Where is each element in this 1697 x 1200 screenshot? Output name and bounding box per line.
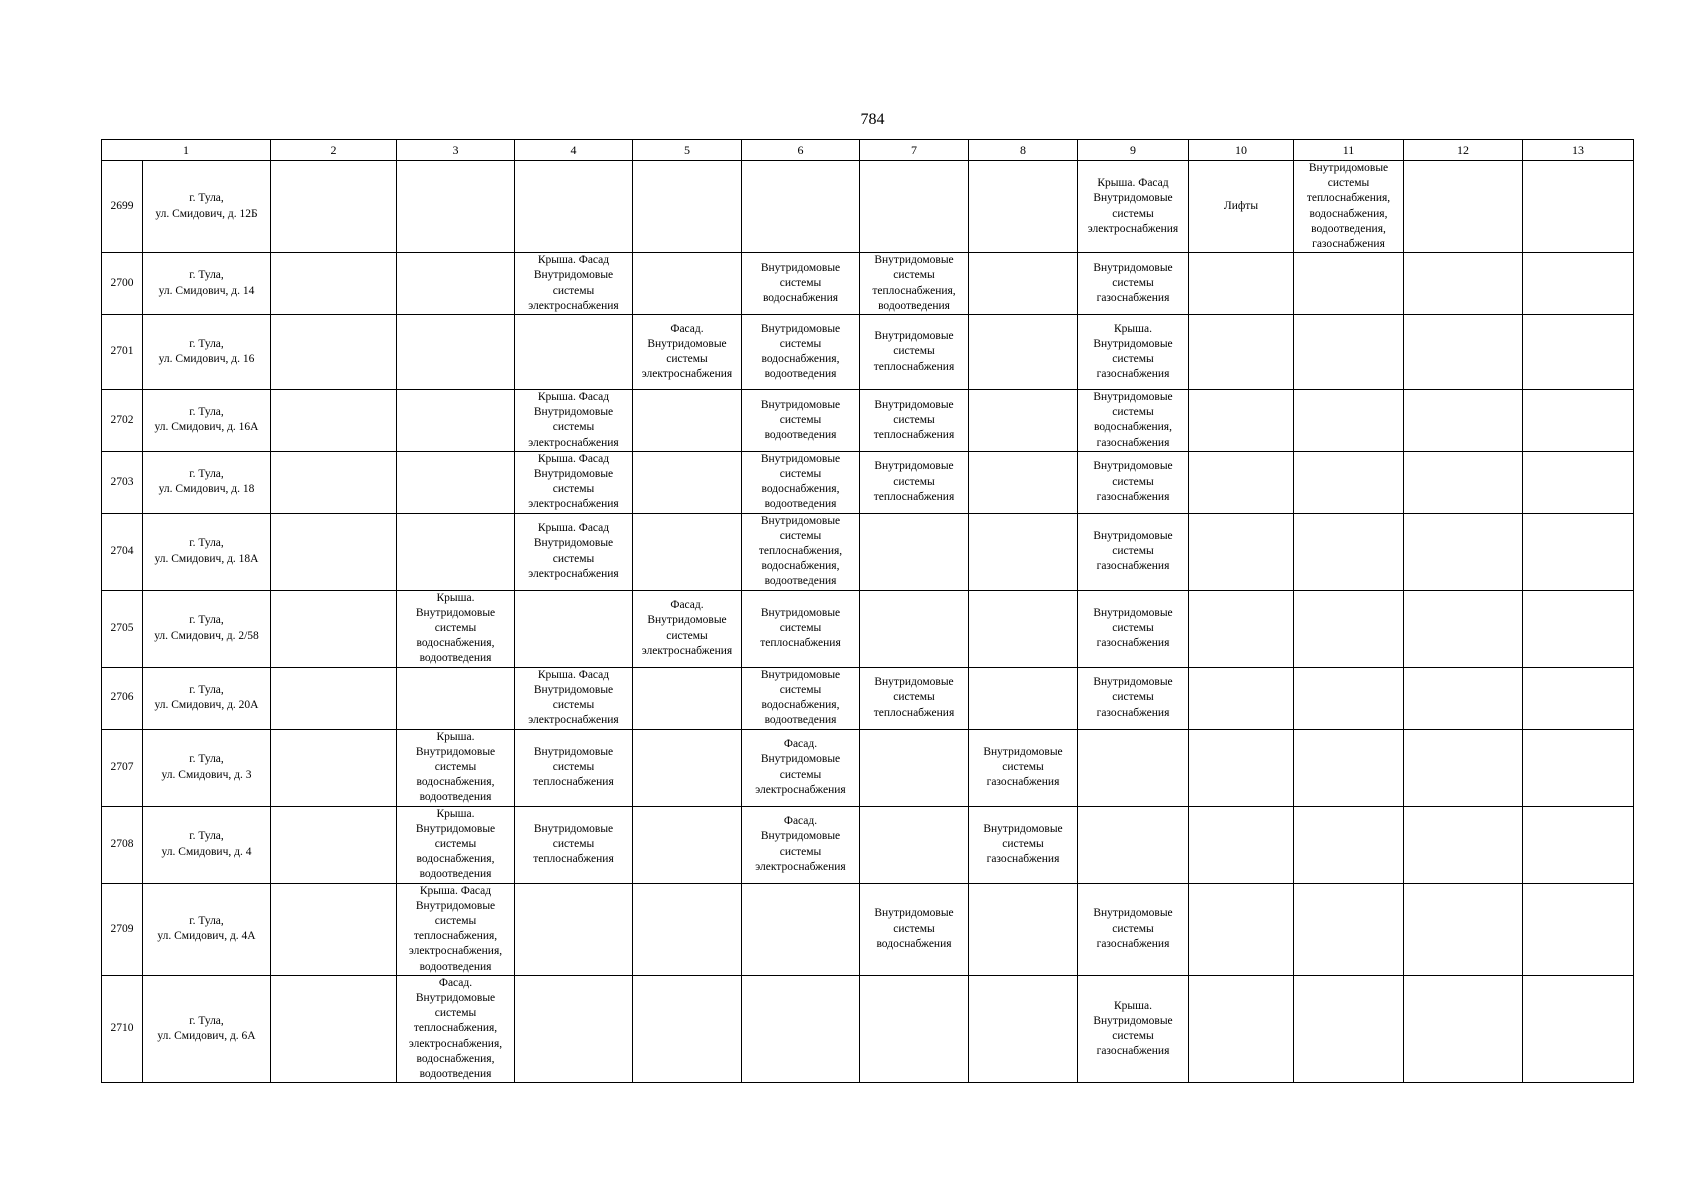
column-header: 11 bbox=[1294, 140, 1404, 161]
work-cell-col-8 bbox=[969, 161, 1078, 253]
work-text: Крыша. Фасад Внутридомовые системы электроснабжения bbox=[528, 391, 619, 449]
work-cell-col-5 bbox=[633, 729, 742, 806]
work-text: Фасад. Внутридомовые системы электроснабжения bbox=[755, 815, 846, 873]
address-text: г. Тула, ул. Смидович, д. 4 bbox=[161, 830, 252, 858]
work-text: Фасад. Внутридомовые системы теплоснабжения, электроснабжения, водоснабжения, водоотведения bbox=[408, 976, 503, 1080]
work-text: Крыша. Фасад Внутридомовые системы электроснабжения bbox=[528, 668, 619, 727]
work-cell-col-3 bbox=[397, 729, 515, 806]
table-row bbox=[102, 390, 1634, 452]
work-cell-col-5 bbox=[633, 315, 742, 390]
work-text: Фасад. Внутридомовые системы электроснабжения bbox=[755, 738, 846, 796]
work-text: Внутридомовые системы водоснабжения bbox=[874, 907, 954, 950]
work-text: Внутридомовые системы теплоснабжения bbox=[533, 822, 614, 866]
work-cell-col-8 bbox=[969, 590, 1078, 667]
work-text: Внутридомовые системы газоснабжения bbox=[1093, 261, 1173, 305]
work-cell-col-9 bbox=[1078, 513, 1189, 590]
work-cell-col-6 bbox=[742, 975, 860, 1082]
work-cell-col-12 bbox=[1404, 513, 1523, 590]
work-cell-col-10 bbox=[1189, 590, 1294, 667]
work-cell-col-8 bbox=[969, 315, 1078, 390]
table-row bbox=[102, 590, 1634, 667]
table-row bbox=[102, 513, 1634, 590]
work-text: Внутридомовые системы газоснабжения bbox=[1093, 460, 1173, 503]
work-text: Внутридомовые системы водоотведения bbox=[760, 398, 841, 442]
work-cell-col-3 bbox=[397, 883, 515, 975]
work-cell-col-3 bbox=[397, 315, 515, 390]
work-cell-col-2 bbox=[271, 975, 397, 1082]
work-cell-col-13 bbox=[1523, 975, 1634, 1082]
work-cell-col-6 bbox=[742, 161, 860, 253]
work-cell-col-3 bbox=[397, 590, 515, 667]
address-cell bbox=[143, 315, 271, 390]
work-text: Крыша. Фасад Внутридомовые системы электроснабжения bbox=[1087, 177, 1179, 235]
address-cell bbox=[143, 451, 271, 513]
work-text: Крыша. Внутридомовые системы газоснабжения bbox=[1093, 322, 1173, 381]
work-cell-col-7 bbox=[860, 806, 969, 883]
work-text: Внутридомовые системы теплоснабжения, водоснабжения, водоотведения, газоснабжения bbox=[1306, 162, 1391, 251]
page-number: 784 bbox=[860, 111, 885, 128]
work-text: Внутридомовые системы газоснабжения bbox=[1093, 676, 1173, 719]
row-number: 2702 bbox=[102, 390, 143, 452]
table-row bbox=[102, 161, 1634, 253]
work-cell-col-6 bbox=[742, 390, 860, 452]
work-text: Внутридомовые системы теплоснабжения bbox=[760, 606, 841, 650]
column-header: 7 bbox=[860, 140, 969, 161]
table-row bbox=[102, 975, 1634, 1082]
work-cell-col-2 bbox=[271, 315, 397, 390]
work-text: Фасад. Внутридомовые системы электроснабжения bbox=[641, 322, 733, 381]
work-cell-col-10 bbox=[1189, 161, 1294, 253]
work-text: Внутридомовые системы теплоснабжения, водоотведения bbox=[872, 254, 956, 312]
work-cell-col-5 bbox=[633, 390, 742, 452]
work-cell-col-12 bbox=[1404, 590, 1523, 667]
work-cell-col-11 bbox=[1294, 253, 1404, 315]
work-cell-col-5 bbox=[633, 253, 742, 315]
work-cell-col-3 bbox=[397, 161, 515, 253]
work-cell-col-4 bbox=[515, 253, 633, 315]
work-cell-col-9 bbox=[1078, 253, 1189, 315]
work-cell-col-10 bbox=[1189, 806, 1294, 883]
work-text: Внутридомовые системы газоснабжения bbox=[983, 822, 1063, 866]
work-cell-col-13 bbox=[1523, 729, 1634, 806]
work-cell-col-11 bbox=[1294, 975, 1404, 1082]
work-cell-col-6 bbox=[742, 729, 860, 806]
work-cell-col-8 bbox=[969, 451, 1078, 513]
work-cell-col-3 bbox=[397, 667, 515, 729]
column-header: 4 bbox=[515, 140, 633, 161]
table-row bbox=[102, 729, 1634, 806]
address-text: г. Тула, ул. Смидович, д. 2/58 bbox=[154, 614, 259, 642]
work-cell-col-4 bbox=[515, 451, 633, 513]
work-cell-col-13 bbox=[1523, 390, 1634, 452]
column-header: 12 bbox=[1404, 140, 1523, 161]
row-number: 2704 bbox=[102, 513, 143, 590]
work-cell-col-7 bbox=[860, 315, 969, 390]
work-cell-col-11 bbox=[1294, 590, 1404, 667]
work-cell-col-12 bbox=[1404, 390, 1523, 452]
work-cell-col-11 bbox=[1294, 806, 1404, 883]
work-cell-col-12 bbox=[1404, 161, 1523, 253]
work-cell-col-12 bbox=[1404, 729, 1523, 806]
work-cell-col-13 bbox=[1523, 513, 1634, 590]
work-cell-col-7 bbox=[860, 451, 969, 513]
work-cell-col-12 bbox=[1404, 451, 1523, 513]
row-number: 2703 bbox=[102, 451, 143, 513]
work-cell-col-8 bbox=[969, 883, 1078, 975]
column-number-row bbox=[102, 140, 1634, 161]
work-cell-col-11 bbox=[1294, 390, 1404, 452]
work-cell-col-2 bbox=[271, 806, 397, 883]
work-cell-col-5 bbox=[633, 975, 742, 1082]
address-cell bbox=[143, 253, 271, 315]
work-text: Внутридомовые системы водоснабжения, водоотведения bbox=[760, 668, 841, 727]
work-cell-col-8 bbox=[969, 513, 1078, 590]
work-cell-col-10 bbox=[1189, 667, 1294, 729]
work-cell-col-5 bbox=[633, 590, 742, 667]
address-text: г. Тула, ул. Смидович, д. 16А bbox=[154, 406, 259, 434]
work-cell-col-6 bbox=[742, 590, 860, 667]
work-text: Внутридомовые системы водоснабжения, газоснабжения bbox=[1093, 391, 1173, 449]
work-cell-col-5 bbox=[633, 667, 742, 729]
work-cell-col-4 bbox=[515, 390, 633, 452]
work-cell-col-2 bbox=[271, 590, 397, 667]
repair-schedule-table bbox=[101, 139, 1634, 1083]
work-cell-col-9 bbox=[1078, 975, 1189, 1082]
address-text: г. Тула, ул. Смидович, д. 20А bbox=[154, 683, 259, 712]
work-cell-col-6 bbox=[742, 253, 860, 315]
address-text: г. Тула, ул. Смидович, д. 4А bbox=[157, 914, 256, 943]
work-cell-col-9 bbox=[1078, 883, 1189, 975]
work-cell-col-13 bbox=[1523, 806, 1634, 883]
work-cell-col-10 bbox=[1189, 729, 1294, 806]
work-cell-col-2 bbox=[271, 390, 397, 452]
work-cell-col-9 bbox=[1078, 390, 1189, 452]
work-cell-col-12 bbox=[1404, 315, 1523, 390]
work-cell-col-8 bbox=[969, 729, 1078, 806]
table-row bbox=[102, 667, 1634, 729]
table-row bbox=[102, 806, 1634, 883]
work-cell-col-12 bbox=[1404, 806, 1523, 883]
work-cell-col-4 bbox=[515, 806, 633, 883]
work-cell-col-5 bbox=[633, 883, 742, 975]
work-cell-col-9 bbox=[1078, 451, 1189, 513]
work-cell-col-2 bbox=[271, 667, 397, 729]
work-cell-col-3 bbox=[397, 390, 515, 452]
work-cell-col-10 bbox=[1189, 451, 1294, 513]
work-cell-col-2 bbox=[271, 729, 397, 806]
work-cell-col-3 bbox=[397, 513, 515, 590]
work-cell-col-8 bbox=[969, 806, 1078, 883]
work-text: Внутридомовые системы газоснабжения bbox=[1093, 529, 1173, 573]
work-text: Фасад. Внутридомовые системы электроснабжения bbox=[641, 599, 733, 657]
work-cell-col-3 bbox=[397, 451, 515, 513]
row-number: 2706 bbox=[102, 667, 143, 729]
work-text: Внутридомовые системы водоснабжения, водоотведения bbox=[760, 452, 841, 511]
work-cell-col-4 bbox=[515, 883, 633, 975]
work-text: Крыша. Внутридомовые системы водоснабжения, водоотведения bbox=[415, 730, 496, 804]
work-text: Внутридомовые системы водоснабжения bbox=[760, 261, 841, 305]
work-cell-col-12 bbox=[1404, 253, 1523, 315]
column-header: 2 bbox=[271, 140, 397, 161]
column-header: 5 bbox=[633, 140, 742, 161]
work-cell-col-10 bbox=[1189, 883, 1294, 975]
work-text: Лифты bbox=[1223, 200, 1259, 212]
row-number: 2710 bbox=[102, 975, 143, 1082]
work-cell-col-6 bbox=[742, 806, 860, 883]
work-cell-col-6 bbox=[742, 315, 860, 390]
work-cell-col-8 bbox=[969, 667, 1078, 729]
work-cell-col-6 bbox=[742, 667, 860, 729]
work-cell-col-12 bbox=[1404, 975, 1523, 1082]
work-cell-col-3 bbox=[397, 253, 515, 315]
work-cell-col-9 bbox=[1078, 806, 1189, 883]
work-cell-col-4 bbox=[515, 729, 633, 806]
work-cell-col-10 bbox=[1189, 315, 1294, 390]
column-header: 9 bbox=[1078, 140, 1189, 161]
work-cell-col-6 bbox=[742, 451, 860, 513]
work-cell-col-4 bbox=[515, 513, 633, 590]
column-header: 10 bbox=[1189, 140, 1294, 161]
address-text: г. Тула, ул. Смидович, д. 18А bbox=[154, 537, 259, 565]
work-text: Внутридомовые системы теплоснабжения bbox=[533, 745, 614, 789]
work-text: Внутридомовые системы теплоснабжения bbox=[873, 330, 955, 373]
work-text: Крыша. Внутридомовые системы газоснабжения bbox=[1093, 999, 1173, 1058]
work-cell-col-7 bbox=[860, 513, 969, 590]
work-text: Крыша. Фасад Внутридомовые системы электроснабжения bbox=[528, 452, 619, 511]
work-cell-col-10 bbox=[1189, 390, 1294, 452]
address-text: г. Тула, ул. Смидович, д. 3 bbox=[161, 753, 252, 781]
work-cell-col-7 bbox=[860, 390, 969, 452]
work-cell-col-2 bbox=[271, 161, 397, 253]
work-cell-col-5 bbox=[633, 806, 742, 883]
work-text: Внутридомовые системы теплоснабжения, водоснабжения, водоотведения bbox=[758, 514, 843, 588]
address-cell bbox=[143, 729, 271, 806]
work-cell-col-7 bbox=[860, 883, 969, 975]
work-cell-col-11 bbox=[1294, 161, 1404, 253]
work-cell-col-12 bbox=[1404, 883, 1523, 975]
work-cell-col-3 bbox=[397, 806, 515, 883]
work-cell-col-7 bbox=[860, 729, 969, 806]
work-cell-col-7 bbox=[860, 161, 969, 253]
work-text: Крыша. Внутридомовые системы водоснабжения, водоотведения bbox=[415, 591, 496, 665]
work-cell-col-8 bbox=[969, 975, 1078, 1082]
work-cell-col-7 bbox=[860, 253, 969, 315]
address-text: г. Тула, ул. Смидович, д. 16 bbox=[158, 337, 255, 366]
column-header: 6 bbox=[742, 140, 860, 161]
column-header: 3 bbox=[397, 140, 515, 161]
work-cell-col-3 bbox=[397, 975, 515, 1082]
work-cell-col-11 bbox=[1294, 315, 1404, 390]
work-cell-col-9 bbox=[1078, 667, 1189, 729]
work-cell-col-12 bbox=[1404, 667, 1523, 729]
work-cell-col-7 bbox=[860, 590, 969, 667]
work-text: Внутридомовые системы газоснабжения bbox=[1093, 606, 1173, 650]
row-number: 2700 bbox=[102, 253, 143, 315]
work-cell-col-9 bbox=[1078, 590, 1189, 667]
row-number: 2705 bbox=[102, 590, 143, 667]
work-cell-col-10 bbox=[1189, 253, 1294, 315]
work-cell-col-11 bbox=[1294, 451, 1404, 513]
work-cell-col-10 bbox=[1189, 513, 1294, 590]
address-cell bbox=[143, 513, 271, 590]
work-cell-col-11 bbox=[1294, 729, 1404, 806]
work-cell-col-2 bbox=[271, 451, 397, 513]
work-cell-col-4 bbox=[515, 975, 633, 1082]
work-cell-col-13 bbox=[1523, 253, 1634, 315]
work-cell-col-4 bbox=[515, 315, 633, 390]
work-cell-col-5 bbox=[633, 513, 742, 590]
work-cell-col-9 bbox=[1078, 729, 1189, 806]
work-text: Крыша. Фасад Внутридомовые системы электроснабжения bbox=[528, 254, 619, 312]
column-header: 13 bbox=[1523, 140, 1634, 161]
work-cell-col-11 bbox=[1294, 667, 1404, 729]
work-cell-col-6 bbox=[742, 513, 860, 590]
table-body bbox=[102, 161, 1634, 1083]
work-cell-col-4 bbox=[515, 590, 633, 667]
work-text: Внутридомовые системы теплоснабжения bbox=[873, 676, 955, 719]
work-text: Внутридомовые системы газоснабжения bbox=[983, 745, 1063, 789]
table-row bbox=[102, 315, 1634, 390]
work-text: Внутридомовые системы теплоснабжения bbox=[873, 460, 955, 503]
work-text: Внутридомовые системы газоснабжения bbox=[1093, 907, 1173, 950]
work-cell-col-13 bbox=[1523, 451, 1634, 513]
address-text: г. Тула, ул. Смидович, д. 12Б bbox=[155, 192, 258, 220]
work-cell-col-2 bbox=[271, 883, 397, 975]
work-cell-col-4 bbox=[515, 667, 633, 729]
work-text: Крыша. Внутридомовые системы водоснабжения, водоотведения bbox=[415, 807, 496, 881]
work-cell-col-10 bbox=[1189, 975, 1294, 1082]
address-cell bbox=[143, 975, 271, 1082]
address-cell bbox=[143, 883, 271, 975]
work-cell-col-6 bbox=[742, 883, 860, 975]
work-text: Крыша. Фасад Внутридомовые системы электроснабжения bbox=[528, 522, 619, 580]
address-cell bbox=[143, 590, 271, 667]
work-cell-col-2 bbox=[271, 253, 397, 315]
work-cell-col-13 bbox=[1523, 161, 1634, 253]
address-text: г. Тула, ул. Смидович, д. 14 bbox=[158, 269, 255, 297]
work-cell-col-5 bbox=[633, 161, 742, 253]
row-number: 2699 bbox=[102, 161, 143, 253]
work-cell-col-4 bbox=[515, 161, 633, 253]
work-cell-col-5 bbox=[633, 451, 742, 513]
work-cell-col-7 bbox=[860, 667, 969, 729]
work-cell-col-13 bbox=[1523, 883, 1634, 975]
work-cell-col-13 bbox=[1523, 667, 1634, 729]
address-text: г. Тула, ул. Смидович, д. 18 bbox=[158, 468, 255, 496]
work-cell-col-8 bbox=[969, 253, 1078, 315]
row-number: 2709 bbox=[102, 883, 143, 975]
table-row bbox=[102, 883, 1634, 975]
address-cell bbox=[143, 667, 271, 729]
address-cell bbox=[143, 806, 271, 883]
address-text: г. Тула, ул. Смидович, д. 6А bbox=[157, 1014, 256, 1042]
work-text: Внутридомовые системы водоснабжения, водоотведения bbox=[760, 322, 841, 381]
work-cell-col-11 bbox=[1294, 513, 1404, 590]
work-cell-col-2 bbox=[271, 513, 397, 590]
work-cell-col-13 bbox=[1523, 590, 1634, 667]
work-cell-col-11 bbox=[1294, 883, 1404, 975]
work-text: Внутридомовые системы теплоснабжения bbox=[873, 398, 955, 442]
column-header: 8 bbox=[969, 140, 1078, 161]
column-header: 1 bbox=[102, 140, 271, 161]
work-cell-col-13 bbox=[1523, 315, 1634, 390]
address-cell bbox=[143, 161, 271, 253]
work-cell-col-8 bbox=[969, 390, 1078, 452]
row-number: 2701 bbox=[102, 315, 143, 390]
work-cell-col-7 bbox=[860, 975, 969, 1082]
row-number: 2708 bbox=[102, 806, 143, 883]
address-cell bbox=[143, 390, 271, 452]
work-cell-col-9 bbox=[1078, 161, 1189, 253]
table-row bbox=[102, 253, 1634, 315]
work-text: Крыша. Фасад Внутридомовые системы теплоснабжения, электроснабжения, водоотведения bbox=[408, 884, 503, 973]
work-cell-col-9 bbox=[1078, 315, 1189, 390]
row-number: 2707 bbox=[102, 729, 143, 806]
table-row bbox=[102, 451, 1634, 513]
